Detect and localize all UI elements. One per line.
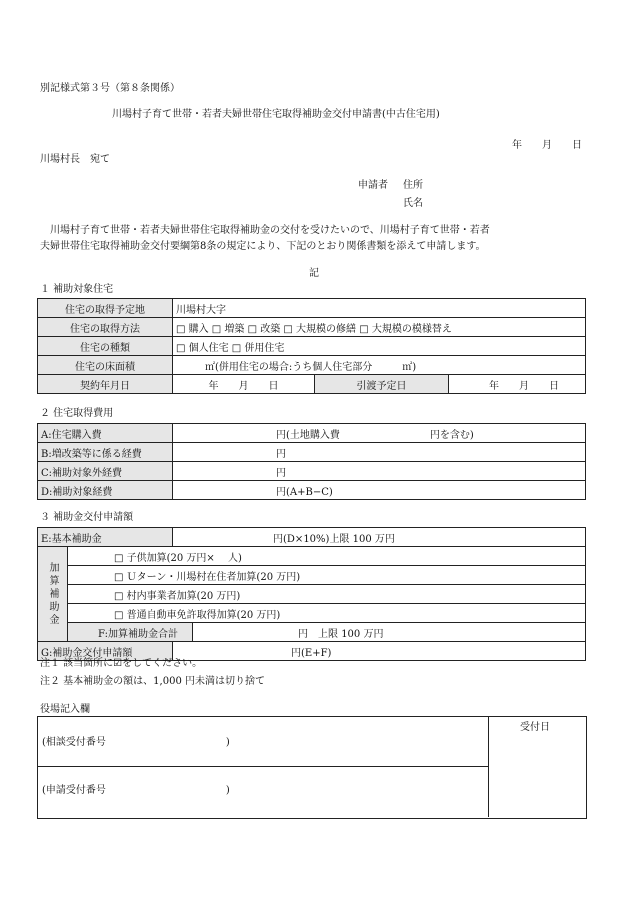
eligible-cost-field[interactable]: 円(A+B−C) [173, 481, 586, 500]
section1-heading: １ 補助対象住宅 [40, 284, 114, 295]
table-row [38, 481, 586, 500]
table-row [38, 462, 586, 481]
u-turn-addition-checkbox[interactable]: □ Ｕターン・川場村在住者加算(20 万円) [68, 566, 586, 585]
application-number-field[interactable]: (申請受付番号 ) [42, 785, 230, 796]
applicant-label: 申請者 [358, 180, 388, 191]
purchase-cost-field[interactable]: 円(土地購入費 円を含む) [173, 424, 586, 443]
acquisition-method-options[interactable]: □ 購入 □ 増築 □ 改築 □ 大規模の修繕 □ 大規模の模様替え [173, 318, 586, 337]
table-row [38, 623, 586, 642]
handover-date-field[interactable]: 年 月 日 [449, 375, 586, 394]
application-amount-field[interactable]: 円(E+F) [173, 642, 586, 661]
drivers-license-addition-checkbox[interactable]: □ 普通自動車免許取得加算(20 万円) [68, 604, 586, 623]
floor-area-label: 住宅の床面積 [38, 356, 173, 375]
table-row [38, 375, 586, 394]
table-row [38, 443, 586, 462]
ki-label: 記 [309, 268, 319, 279]
table-row [38, 337, 586, 356]
office-use-heading: 役場記入欄 [40, 704, 90, 715]
non-eligible-cost-label: C:補助対象外経費 [38, 462, 173, 481]
table-row [38, 604, 586, 623]
renovation-cost-label: B:増改築等に係る経費 [38, 443, 173, 462]
non-eligible-cost-field[interactable]: 円 [173, 462, 586, 481]
received-date-label: 受付日 [520, 722, 550, 733]
table-row [38, 299, 586, 318]
contract-date-label: 契約年月日 [38, 375, 173, 394]
date-line: 年 月 日 [512, 140, 582, 151]
additional-total-label: F:加算補助金合計 [68, 623, 193, 642]
eligible-cost-label: D:補助対象経費 [38, 481, 173, 500]
local-contractor-addition-checkbox[interactable]: □ 村内事業者加算(20 万円) [68, 585, 586, 604]
table-row [38, 547, 586, 566]
additional-subsidy-label: 加算補助金 [38, 547, 68, 642]
house-type-options[interactable]: □ 個人住宅 □ 併用住宅 [173, 337, 586, 356]
floor-area-field[interactable]: ㎡(併用住宅の場合:うち個人住宅部分 ㎡) [173, 356, 586, 375]
table-row [38, 566, 586, 585]
body-text-line-1: 川場村子育て世帯・若者夫婦世帯住宅取得補助金の交付を受けたいので、川場村子育て世帯・若者 [50, 225, 490, 236]
applicant-name-label: 氏名 [403, 198, 423, 209]
body-text-line-2: 夫婦世帯住宅取得補助金交付要綱第8条の規定により、下記のとおり関係書類を添えて申請します。 [40, 241, 486, 252]
office-use-box [37, 716, 587, 819]
basic-subsidy-label: E:基本補助金 [38, 528, 173, 547]
table-row [38, 356, 586, 375]
section1-table [37, 298, 586, 375]
note-1: 注１ 該当箇所に☑をしてください。 [40, 658, 203, 669]
renovation-cost-field[interactable]: 円 [173, 443, 586, 462]
addressee: 川場村長 宛て [40, 154, 110, 165]
handover-date-label: 引渡予定日 [315, 375, 449, 394]
purchase-cost-label: A:住宅購入費 [38, 424, 173, 443]
page-title: 川場村子育て世帯・若者夫婦世帯住宅取得補助金交付申請書(中古住宅用) [112, 109, 440, 120]
contract-date-field[interactable]: 年 月 日 [173, 375, 315, 394]
acquisition-site-label: 住宅の取得予定地 [38, 299, 173, 318]
table-row [38, 424, 586, 443]
table-row [38, 318, 586, 337]
table-row [38, 528, 586, 547]
office-use-row-divider [37, 766, 488, 767]
section2-heading: ２ 住宅取得費用 [40, 408, 114, 419]
application-amount-label: G:補助金交付申請額 [38, 642, 173, 661]
section1-date-table [37, 374, 586, 394]
note-2: 注２ 基本補助金の額は、1,000 円未満は切り捨て [40, 676, 265, 687]
section2-table [37, 423, 586, 500]
child-addition-checkbox[interactable]: □ 子供加算(20 万円× 人) [68, 547, 586, 566]
table-row [38, 585, 586, 604]
house-type-label: 住宅の種類 [38, 337, 173, 356]
section3-table [37, 527, 586, 661]
basic-subsidy-field[interactable]: 円(D×10%)上限 100 万円 [173, 528, 586, 547]
additional-total-field[interactable]: 円 上限 100 万円 [193, 623, 586, 642]
acquisition-method-label: 住宅の取得方法 [38, 318, 173, 337]
acquisition-site-field[interactable]: 川場村大字 [173, 299, 586, 318]
office-use-divider [488, 716, 489, 817]
section3-heading: ３ 補助金交付申請額 [40, 512, 134, 523]
form-number: 別記様式第３号（第８条関係） [40, 83, 180, 94]
consult-number-field[interactable]: (相談受付番号 ) [42, 737, 230, 748]
applicant-address-label: 住所 [403, 180, 423, 191]
